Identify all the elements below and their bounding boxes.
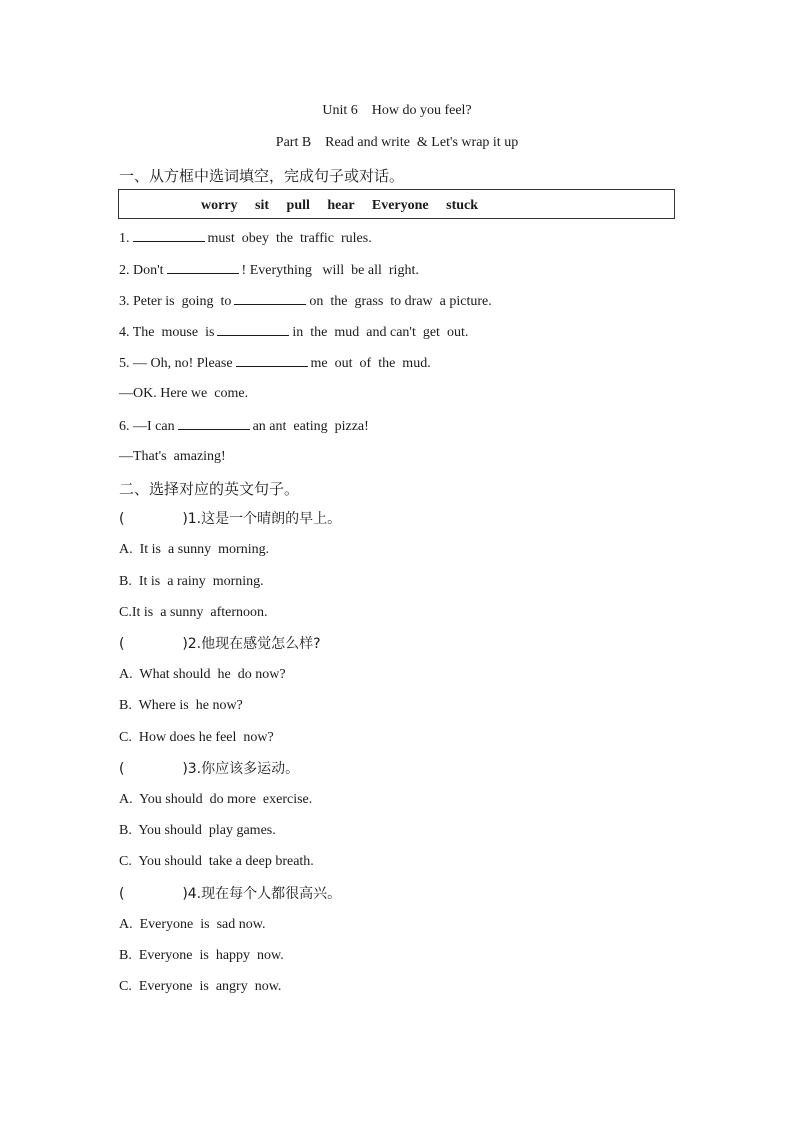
item-prefix: 1. [119, 231, 130, 246]
word-bank-box [118, 189, 675, 219]
question-4: ( )4.现在每个人都很高兴。 [119, 886, 342, 902]
question-2: ( )2.他现在感觉怎么样? [119, 636, 321, 652]
part-title: Part B Read and write & Let's wrap it up [275, 135, 519, 150]
fill-item-5 [119, 354, 431, 373]
section1-heading: 一、从方框中选词填空，完成句子或对话。 [119, 167, 405, 185]
q4-option-a[interactable]: A. Everyone is sad now. [119, 917, 266, 932]
answer-blank[interactable] [217, 323, 289, 336]
item-text: ! Everything will be all right. [241, 263, 419, 278]
item-text: on the grass to draw a picture. [309, 294, 492, 309]
item-text: must obey the traffic rules. [207, 231, 372, 246]
item-prefix: 3. Peter is going to [119, 294, 232, 309]
item-prefix: 4. The mouse is [119, 325, 215, 340]
q2-option-c[interactable]: C. How does he feel now? [119, 730, 274, 745]
q4-option-c[interactable]: C. Everyone is angry now. [119, 979, 282, 994]
q2-option-a[interactable]: A. What should he do now? [119, 667, 286, 682]
q1-option-a[interactable]: A. It is a sunny morning. [119, 542, 270, 557]
answer-blank[interactable] [133, 229, 205, 242]
fill-item-6 [119, 417, 369, 436]
answer-blank[interactable] [236, 354, 308, 367]
item-prefix: 2. Don't [119, 263, 164, 278]
question-1: ( )1.这是一个晴朗的早上。 [119, 511, 342, 527]
q3-option-b[interactable]: B. You should play games. [119, 823, 276, 838]
item-prefix: 5. — Oh, no! Please [119, 356, 233, 371]
word-bank: worry sit pull hear Everyone stuck [201, 198, 479, 213]
fill-item-4 [119, 323, 468, 342]
item-text: in the mud and can't get out. [292, 325, 469, 340]
q2-option-b[interactable]: B. Where is he now? [119, 698, 243, 713]
answer-blank[interactable] [167, 261, 239, 274]
q3-option-a[interactable]: A. You should do more exercise. [119, 792, 313, 807]
dialogue-reply-5: —OK. Here we come. [119, 386, 249, 401]
unit-title: Unit 6 How do you feel? [322, 103, 472, 118]
item-text: me out of the mud. [310, 356, 431, 371]
q1-option-b[interactable]: B. It is a rainy morning. [119, 574, 264, 589]
q3-option-c[interactable]: C. You should take a deep breath. [119, 854, 314, 869]
question-3: ( )3.你应该多运动。 [119, 761, 300, 777]
answer-blank[interactable] [178, 417, 250, 430]
fill-item-2 [119, 261, 419, 280]
item-text: an ant eating pizza! [252, 419, 369, 434]
section2-heading: 二、选择对应的英文句子。 [119, 480, 300, 498]
q4-option-b[interactable]: B. Everyone is happy now. [119, 948, 284, 963]
q1-option-c[interactable]: C.It is a sunny afternoon. [119, 605, 268, 620]
fill-item-1 [119, 229, 372, 248]
answer-blank[interactable] [234, 292, 306, 305]
fill-item-3 [119, 292, 492, 311]
item-prefix: 6. —I can [119, 419, 175, 434]
dialogue-reply-6: —That's amazing! [119, 449, 226, 464]
